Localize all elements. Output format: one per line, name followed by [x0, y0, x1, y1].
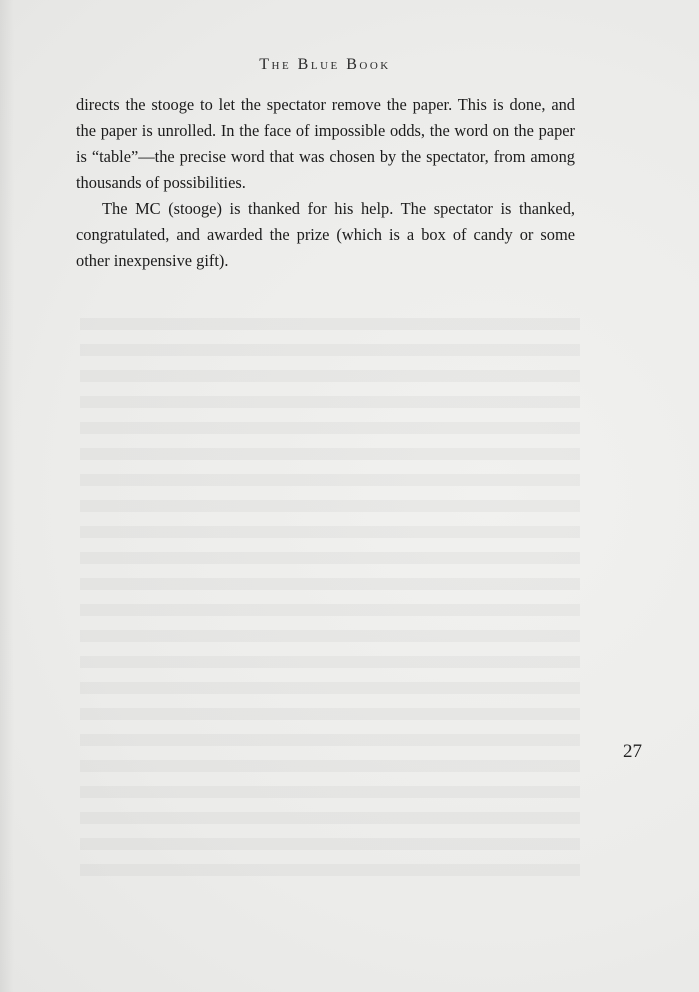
- page-number: 27: [623, 741, 642, 762]
- reverse-side-show-through: [80, 318, 580, 878]
- paragraph-continued: directs the stooge to let the spectator remove the paper. This is done, and the paper is unrolled. In the face of impossible odds, the word on the paper is “table”—the precise word that was chosen by the spectator, from among thousands of possibilities.: [76, 95, 575, 192]
- page-gutter-shadow: [0, 0, 14, 992]
- body-text: [76, 92, 575, 274]
- paragraph: The MC (stooge) is thanked for his help. The spectator is thanked, congratulated, and awarded the prize (which is a box of candy or some other inexpensive gift).: [76, 199, 575, 270]
- running-head: The Blue Book: [259, 56, 391, 73]
